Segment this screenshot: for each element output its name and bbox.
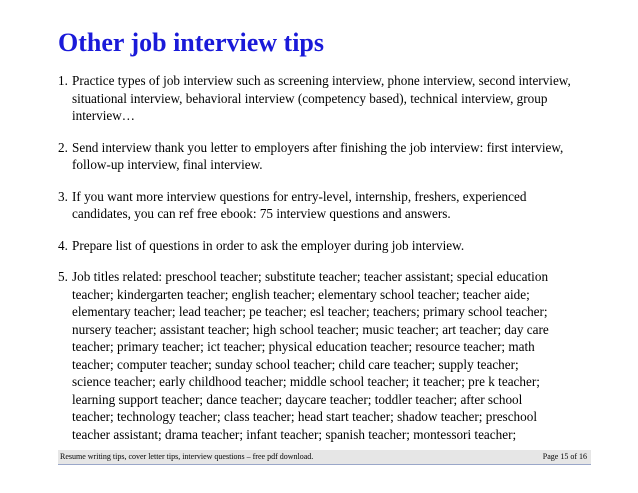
tip-line: Practice types of job interview such as screening interview, phone interview, second interview,	[72, 73, 571, 88]
tip-line: elementary teacher; lead teacher; pe teacher; esl teacher; teachers; primary school teacher;	[72, 304, 548, 319]
tip-line: learning support teacher; dance teacher; daycare teacher; toddler teacher; after school	[72, 391, 523, 407]
tip-number: 5.	[58, 269, 68, 284]
tip-line: situational interview, behavioral interview (competency based), technical interview, group	[72, 90, 548, 106]
tip-text	[72, 188, 526, 223]
tip-line: candidates, you can ref free ebook: 75 interview questions and answers.	[72, 206, 451, 221]
tip-line: teacher; kindergarten teacher; english teacher; elementary school teacher; teacher aide;	[72, 286, 530, 302]
tip-item	[58, 188, 608, 223]
tip-item	[58, 268, 608, 443]
tip-line: nursery teacher; assistant teacher; high school teacher; music teacher; art teacher; day care	[72, 321, 549, 337]
tip-number: 3.	[58, 188, 68, 204]
tip-line: Job titles related: preschool teacher; substitute teacher; teacher assistant; special education	[72, 269, 549, 284]
tip-text	[72, 237, 464, 255]
tip-line: If you want more interview questions for entry-level, internship, freshers, experienced	[72, 188, 527, 204]
page-title: Other job interview tips	[58, 28, 324, 57]
page-number: Page 15 of 16	[542, 452, 587, 461]
tip-text	[72, 72, 571, 125]
page-footer	[58, 450, 591, 465]
tips-list	[58, 72, 608, 443]
tip-line: teacher; primary teacher; ict teacher; physical education teacher; resource teacher; math	[72, 339, 535, 354]
tip-line: teacher; technology teacher; class teacher; head start teacher; shadow teacher; preschool	[72, 409, 537, 424]
tip-number: 2.	[58, 139, 68, 155]
tip-item	[58, 139, 608, 174]
tip-line: teacher assistant; drama teacher; infant teacher; spanish teacher; montessori teacher;	[72, 426, 517, 442]
tip-line: Send interview thank you letter to employers after finishing the job interview: first interview,	[72, 139, 564, 155]
tip-number: 4.	[58, 237, 68, 253]
tip-item	[58, 237, 608, 255]
tip-line: Prepare list of questions in order to ask the employer during job interview.	[72, 237, 465, 253]
tip-number: 1.	[58, 73, 68, 88]
tip-text	[72, 139, 563, 174]
tip-text	[72, 268, 549, 443]
tip-line: interview…	[72, 108, 135, 123]
tip-line: follow-up interview, final interview.	[72, 157, 263, 172]
tip-item	[58, 72, 608, 125]
footer-text: Resume writing tips, cover letter tips, interview questions – free pdf download.	[60, 452, 314, 461]
tip-line: teacher; computer teacher; sunday school teacher; child care teacher; supply teacher;	[72, 356, 519, 372]
tip-line: science teacher; early childhood teacher; middle school teacher; it teacher; pre k teacher;	[72, 374, 540, 389]
